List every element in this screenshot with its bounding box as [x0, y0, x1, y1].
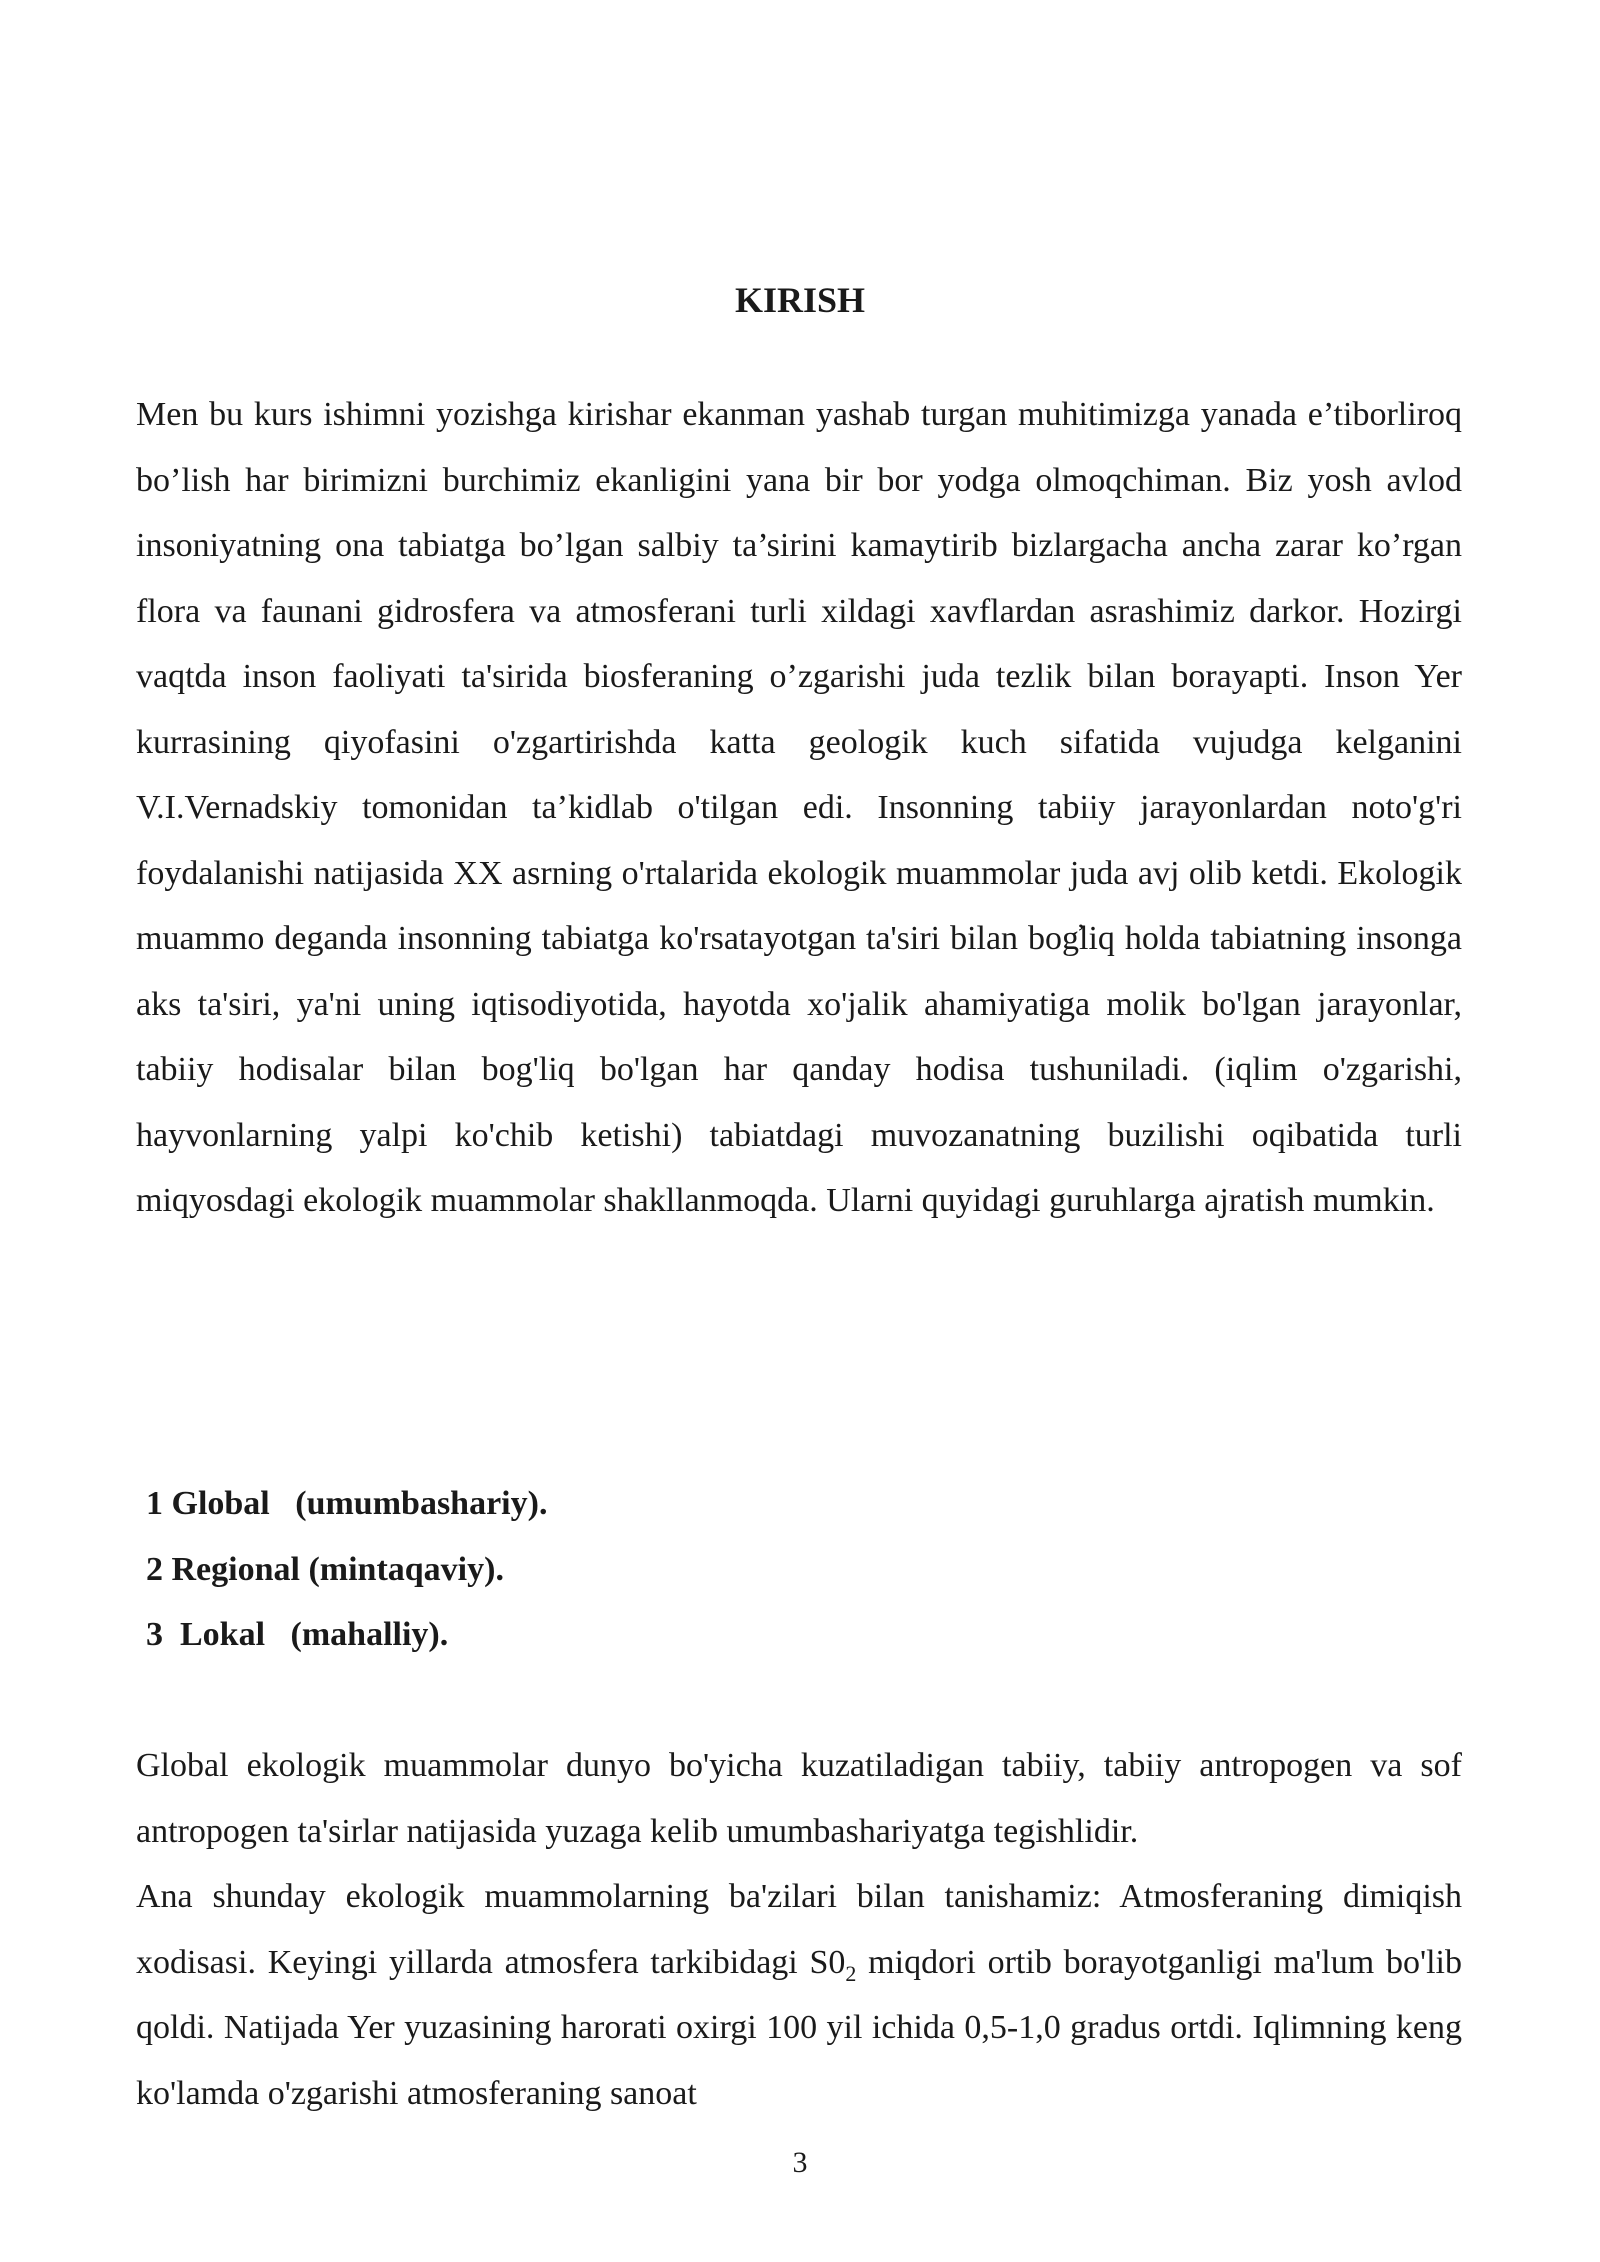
- formula-subscript: 2: [845, 1960, 857, 1986]
- page-title: KIRISH: [734, 280, 866, 320]
- list-item: 2 Regional (mintaqaviy).: [146, 1550, 504, 1588]
- global-problems-paragraph: Global ekologik muammolar dunyo bo'yicha kuzatiladigan tabiiy, tabiiy antropogen va sof antropogen ta'sirlar natijasida yuzaga kelib umumbashariyatga tegishlidir.: [136, 1747, 1462, 1850]
- examples-paragraph: [136, 1864, 1462, 2126]
- examples-text-part-2: miqdori ortib borayotganligi ma'lum bo'lib qoldi. Natijada Yer yuzasining harorati oxirgi 100 yil ichida 0,5-1,0 gradus ortdi. Iqlimning keng ko'lamda o'zgarishi atmosferaning sanoat: [136, 1943, 1462, 2112]
- page-number: 3: [792, 2146, 808, 2179]
- list-item: 1 Global (umumbashariy).: [146, 1485, 548, 1522]
- list-item: 3 Lokal (mahalliy).: [146, 1616, 449, 1653]
- problem-levels-list: [146, 1471, 547, 1668]
- intro-paragraph: Men bu kurs ishimni yozishga kirishar ekanman yashab turgan muhitimizga yanada e’tiborliroq bo’lish har birimizni burchimiz ekanligini yana bir bor yodga olmoqchiman. Biz yosh avlod insoniyatning ona tabiatga bo’lgan salbiy ta’sirini kamaytirib bizlargacha ancha zarar ko’rgan flora va faunani gidrosfera va atmosferani turli xildagi xavflardan asrashimiz darkor. Hozirgi vaqtda inson faoliyati ta'sirida biosferaning o’zgarishi juda tezlik bilan borayapti. Inson Yer kurrasining qiyofasini o'zgartirishda katta geologik kuch sifatida vujudga kelganini V.I.Vernadskiy tomonidan ta’kidlab o'tilgan edi. Insonning tabiiy jarayonlardan noto'g'ri foydalanishi natijasida XX asrning o'rtalarida ekologik muammolar juda avj olib ketdi. Ekologik muammo deganda insonning tabiatga ko'rsatayotgan ta'siri bilan bog̕liq holda tabiatning insonga aks ta'siri, ya'ni uning iqtisodiyotida, hayotda xo'jalik ahamiyatiga molik bo'lgan jarayonlar, tabiiy hodisalar bilan bog'liq bo'lgan har qanday hodisa tushuniladi. (iqlim o'zgarishi, hayvonlarning yalpi ko'chib ketishi) tabiatdagi muvozanatning buzilishi oqibatida turli miqyosdagi ekologik muammolar shakllanmoqda. Ularni quyidagi guruhlarga ajratish mumkin.: [136, 396, 1462, 1219]
- examples-text-part-1: Ana shunday ekologik muammolarning ba'zilari bilan tanishamiz: Atmosferaning dimiqish xodisasi. Keyingi yillarda atmosfera tarkibidagi S0: [136, 1878, 1462, 1981]
